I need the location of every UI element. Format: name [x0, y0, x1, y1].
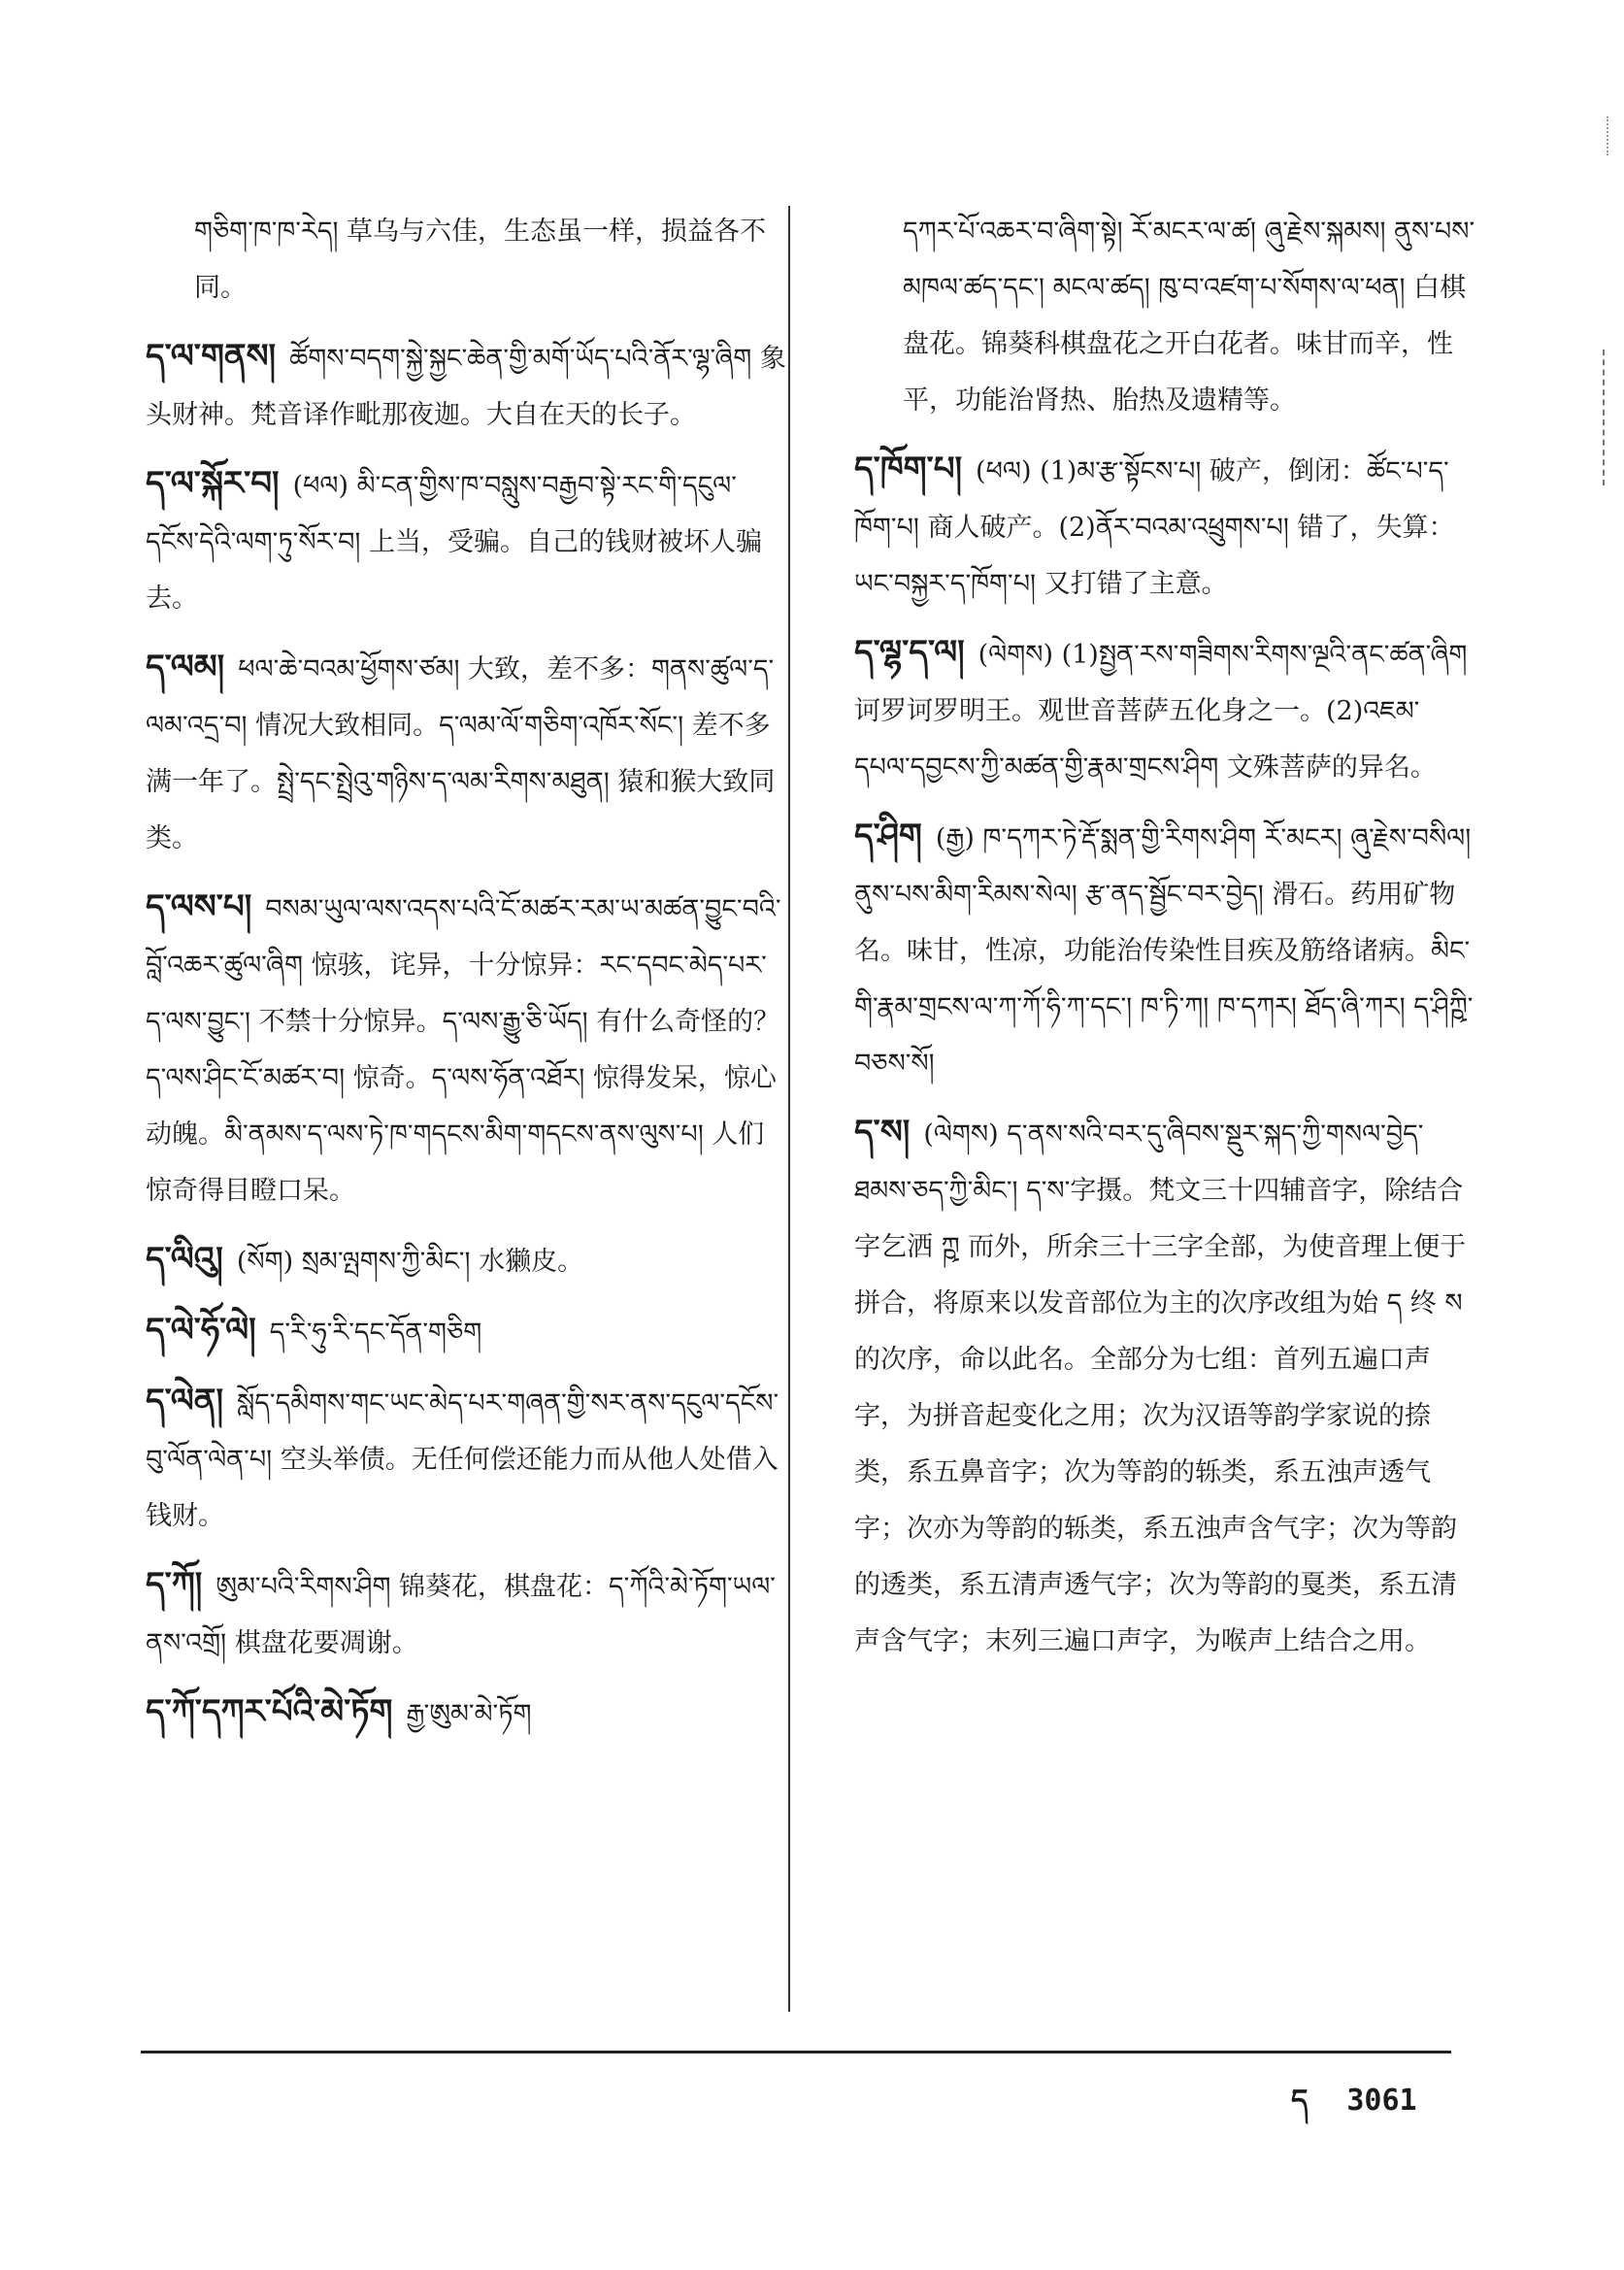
margin-mark	[1607, 117, 1618, 155]
entry-text: བསམ་ཡུལ་ལས་འདས་པའི་ངོ་མཚར་རམ་ཡ་མཚན་བྱུང་བའི་བློ་འཆར་ཚུལ་ཞིག 惊骇，诧异，十分惊异：རང་དབང་མེད་པར་ད་ལས་བྱུང་། 不禁十分惊异。ད་ལས་རྒྱུ་ཅི་ཡོད། 有什么奇怪的？ད་ལས་ཤིང་ངོ་མཚར་བ། 惊奇。ད་ལས་ཧོན་འཐོར། 惊得发呆，惊心动魄。མི་ནམས་ད་ལས་ཏེ་ཁ་གདངས་མིག་གདངས་ནས་ལུས་པ། 人们惊奇得目瞪口呆。	[146, 894, 781, 1206]
dictionary-entry	[146, 1556, 786, 1672]
headword: ད་ཀོ་དཀར་པོའི་མེ་ཏོག	[146, 1692, 393, 1731]
page-footer	[1291, 2068, 1456, 2150]
entry-text: (སོག) སྲམ་ལྤགས་ཀྱི་མིང་། 水獭皮。	[236, 1247, 584, 1277]
entry-text: ཨུམ་པའི་རིགས་ཤིག 锦葵花，棋盘花：ད་ཀོའི་མེ་ཏོག་ཡལ་ནས་འགྲོ། 棋盘花要凋谢。	[146, 1572, 776, 1658]
headword: ད་ལས་པ།	[146, 887, 252, 926]
dictionary-entry	[854, 808, 1475, 1092]
headword: ད་ལམ།	[146, 648, 225, 686]
column-divider	[788, 206, 790, 2012]
entry-continuation	[903, 204, 1475, 429]
right-column	[854, 204, 1475, 1682]
dictionary-entry	[146, 1231, 786, 1290]
entry-text: (ལེགས) (1)སྤྱན་རས་གཟིགས་རིགས་ལྔའི་ནང་ཚན་ཞིག 诃罗诃罗明王。观世音菩萨五化身之一。(2)འཇམ་དཔལ་དབྱངས་ཀྱི་མཚན་གྱི་རྣམ་གྲངས་ཤིག 文殊菩萨的异名。	[854, 640, 1468, 783]
dictionary-entry	[146, 639, 786, 867]
footer-rule	[141, 2051, 1451, 2053]
dictionary-entry	[854, 441, 1475, 613]
entry-text: དཀར་པོ་འཆར་བ་ཞིག་སྟེ། རོ་མངར་ལ་ཚ། ཞུ་རྗེས་སྐམས། ནུས་པས་མཁལ་ཚད་དང་། མངལ་ཚད། ཁུ་བ་འཛག་པ་སོགས་ལ་ཕན། 白棋盘花。锦葵科棋盘花之开白花者。味甘而辛，性平，功能治肾热、胎热及遗精等。	[903, 217, 1475, 416]
dictionary-entry	[146, 879, 786, 1219]
entry-text: (རྒྱ) ཁ་དཀར་ཏེ་རྡོ་སྨན་གྱི་རིགས་ཤིག རོ་མངར། ཞུ་རྗེས་བསིལ། ནུས་པས་མིག་རིམས་སེལ། རྩ་ནད་སྦྱོང་བར་བྱེད། 滑石。药用矿物名。味甘，性凉，功能治传染性目疾及筋络诸病。མིང་གི་རྣམ་གྲངས་ལ་ཀ་ཀོ་ཧི་ཀ་དང་། ཁ་ཏི་ཀ། ཁ་དཀར། ཐོད་ཞི་ཀར། ད་ཤིཀྵི་བཅས་སོ།	[854, 823, 1474, 1079]
page-number: 3061	[1346, 2084, 1417, 2118]
dictionary-entry	[146, 1373, 786, 1545]
left-column	[146, 204, 786, 1754]
headword: ད་ལ་གནས།	[146, 337, 277, 376]
headword: ད་ཀོ།	[146, 1565, 203, 1604]
headword: ད་ཁོག་པ།	[854, 450, 963, 488]
entry-text: སློད་དམིགས་གང་ཡང་མེད་པར་གཞན་གྱི་སར་ནས་དངུལ་དངོས་བུ་ལོན་ལེན་པ། 空头举债。无任何偿还能力而从他人处借入钱财。	[146, 1388, 779, 1531]
section-letter: ད	[1291, 2084, 1309, 2118]
entry-text: ཚོགས་བདག་སྐྱེ་སྐྱང་ཆེན་གྱི་མགོ་ཡོད་པའི་ནོར་ལྷ་ཞིག 象头财神。梵音译作毗那夜迦。大自在天的长子。	[146, 344, 786, 430]
dictionary-entry	[146, 1302, 786, 1361]
entry-continuation	[194, 204, 786, 317]
entry-text: ད་རི་ཧུ་རི་དང་དོན་གཅིག	[269, 1318, 482, 1348]
entry-text: ཕལ་ཆེ་བའམ་ཕྱོགས་ཙམ། 大致，差不多：གནས་ཚུལ་ད་ལམ་འདྲ་བ། 情况大致相同。ད་ལམ་ལོ་གཅིག་འཁོར་སོང་། 差不多满一年了。སྤྲེ་དང་སྤྲེའུ་གཉིས་ད་ལམ་རིགས་མཐུན། 猿和猴大致同类。	[146, 654, 776, 853]
entry-text: (ལེགས) ད་ནས་སའི་བར་དུ་ཞིབས་སྡུར་སྐད་ཀྱི་གསལ་བྱེད་ཐམས་ཅད་ཀྱི་མིང་། ད་ས་字摄。梵文三十四辅音字，除结合字乞洒 ཀྵ 而外，所余三十三字全部，为使音理上便于拼合，将原来以发音部位为主的次序改组为始 ད 终 ས 的次序，命以此名。全部分为七组：首列五遍口声字，为拼音起变化之用；次为汉语等韵学家说的捺类，系五鼻音字；次为等韵的轹类，系五浊声透气字；次亦为等韵的轹类，系五浊声含气字；次为等韵的透类，系五清声透气字；次为等韵的戛类，系五清声含气字；末列三遍口声字，为喉声上结合之用。	[854, 1119, 1467, 1656]
dictionary-entry	[146, 455, 786, 627]
dictionary-entry	[854, 624, 1475, 796]
entry-text: གཅིག་ཁ་ཁ་རེད། 草乌与六佳，生态虽一样，损益各不同。	[194, 217, 767, 303]
entry-text: (ཕལ) མི་ངན་གྱིས་ཁ་བསླུས་བརྒྱབ་སྟེ་རང་གི་དངུལ་དངོས་དེའི་ལག་ཏུ་སོར་བ། 上当，受骗。自己的钱财被坏人骗去。	[146, 471, 762, 614]
headword: ད་ས།	[854, 1113, 911, 1152]
headword: ད་ཤིག	[854, 817, 922, 855]
headword: ད་ལ་སྐོར་བ།	[146, 464, 280, 503]
dictionary-entry	[146, 328, 786, 444]
headword: ད་ལིའུ།	[146, 1240, 223, 1279]
headword: ད་ལེན།	[146, 1382, 224, 1420]
headword: ད་ལེ་ཧོ་ལེ།	[146, 1311, 256, 1350]
headword: ད་ལྷ་ད་ལ།	[854, 633, 965, 672]
entry-text: (ཕལ) (1)མ་རྩ་སྟོངས་པ། 破产，倒闭：ཚོང་པ་ད་ཁོག་པ། 商人破产。(2)ནོར་བའམ་འཕྲུགས་པ། 错了，失算：ཡང་བསྐྱར་ད་ཁོག་པ། 又打错了主意。	[854, 456, 1455, 599]
margin-mark	[1603, 350, 1618, 485]
dictionary-entry	[854, 1104, 1475, 1670]
entry-text: རྒྱ་ཨུམ་མེ་ཏོག	[406, 1699, 532, 1729]
dictionary-entry	[146, 1684, 786, 1743]
